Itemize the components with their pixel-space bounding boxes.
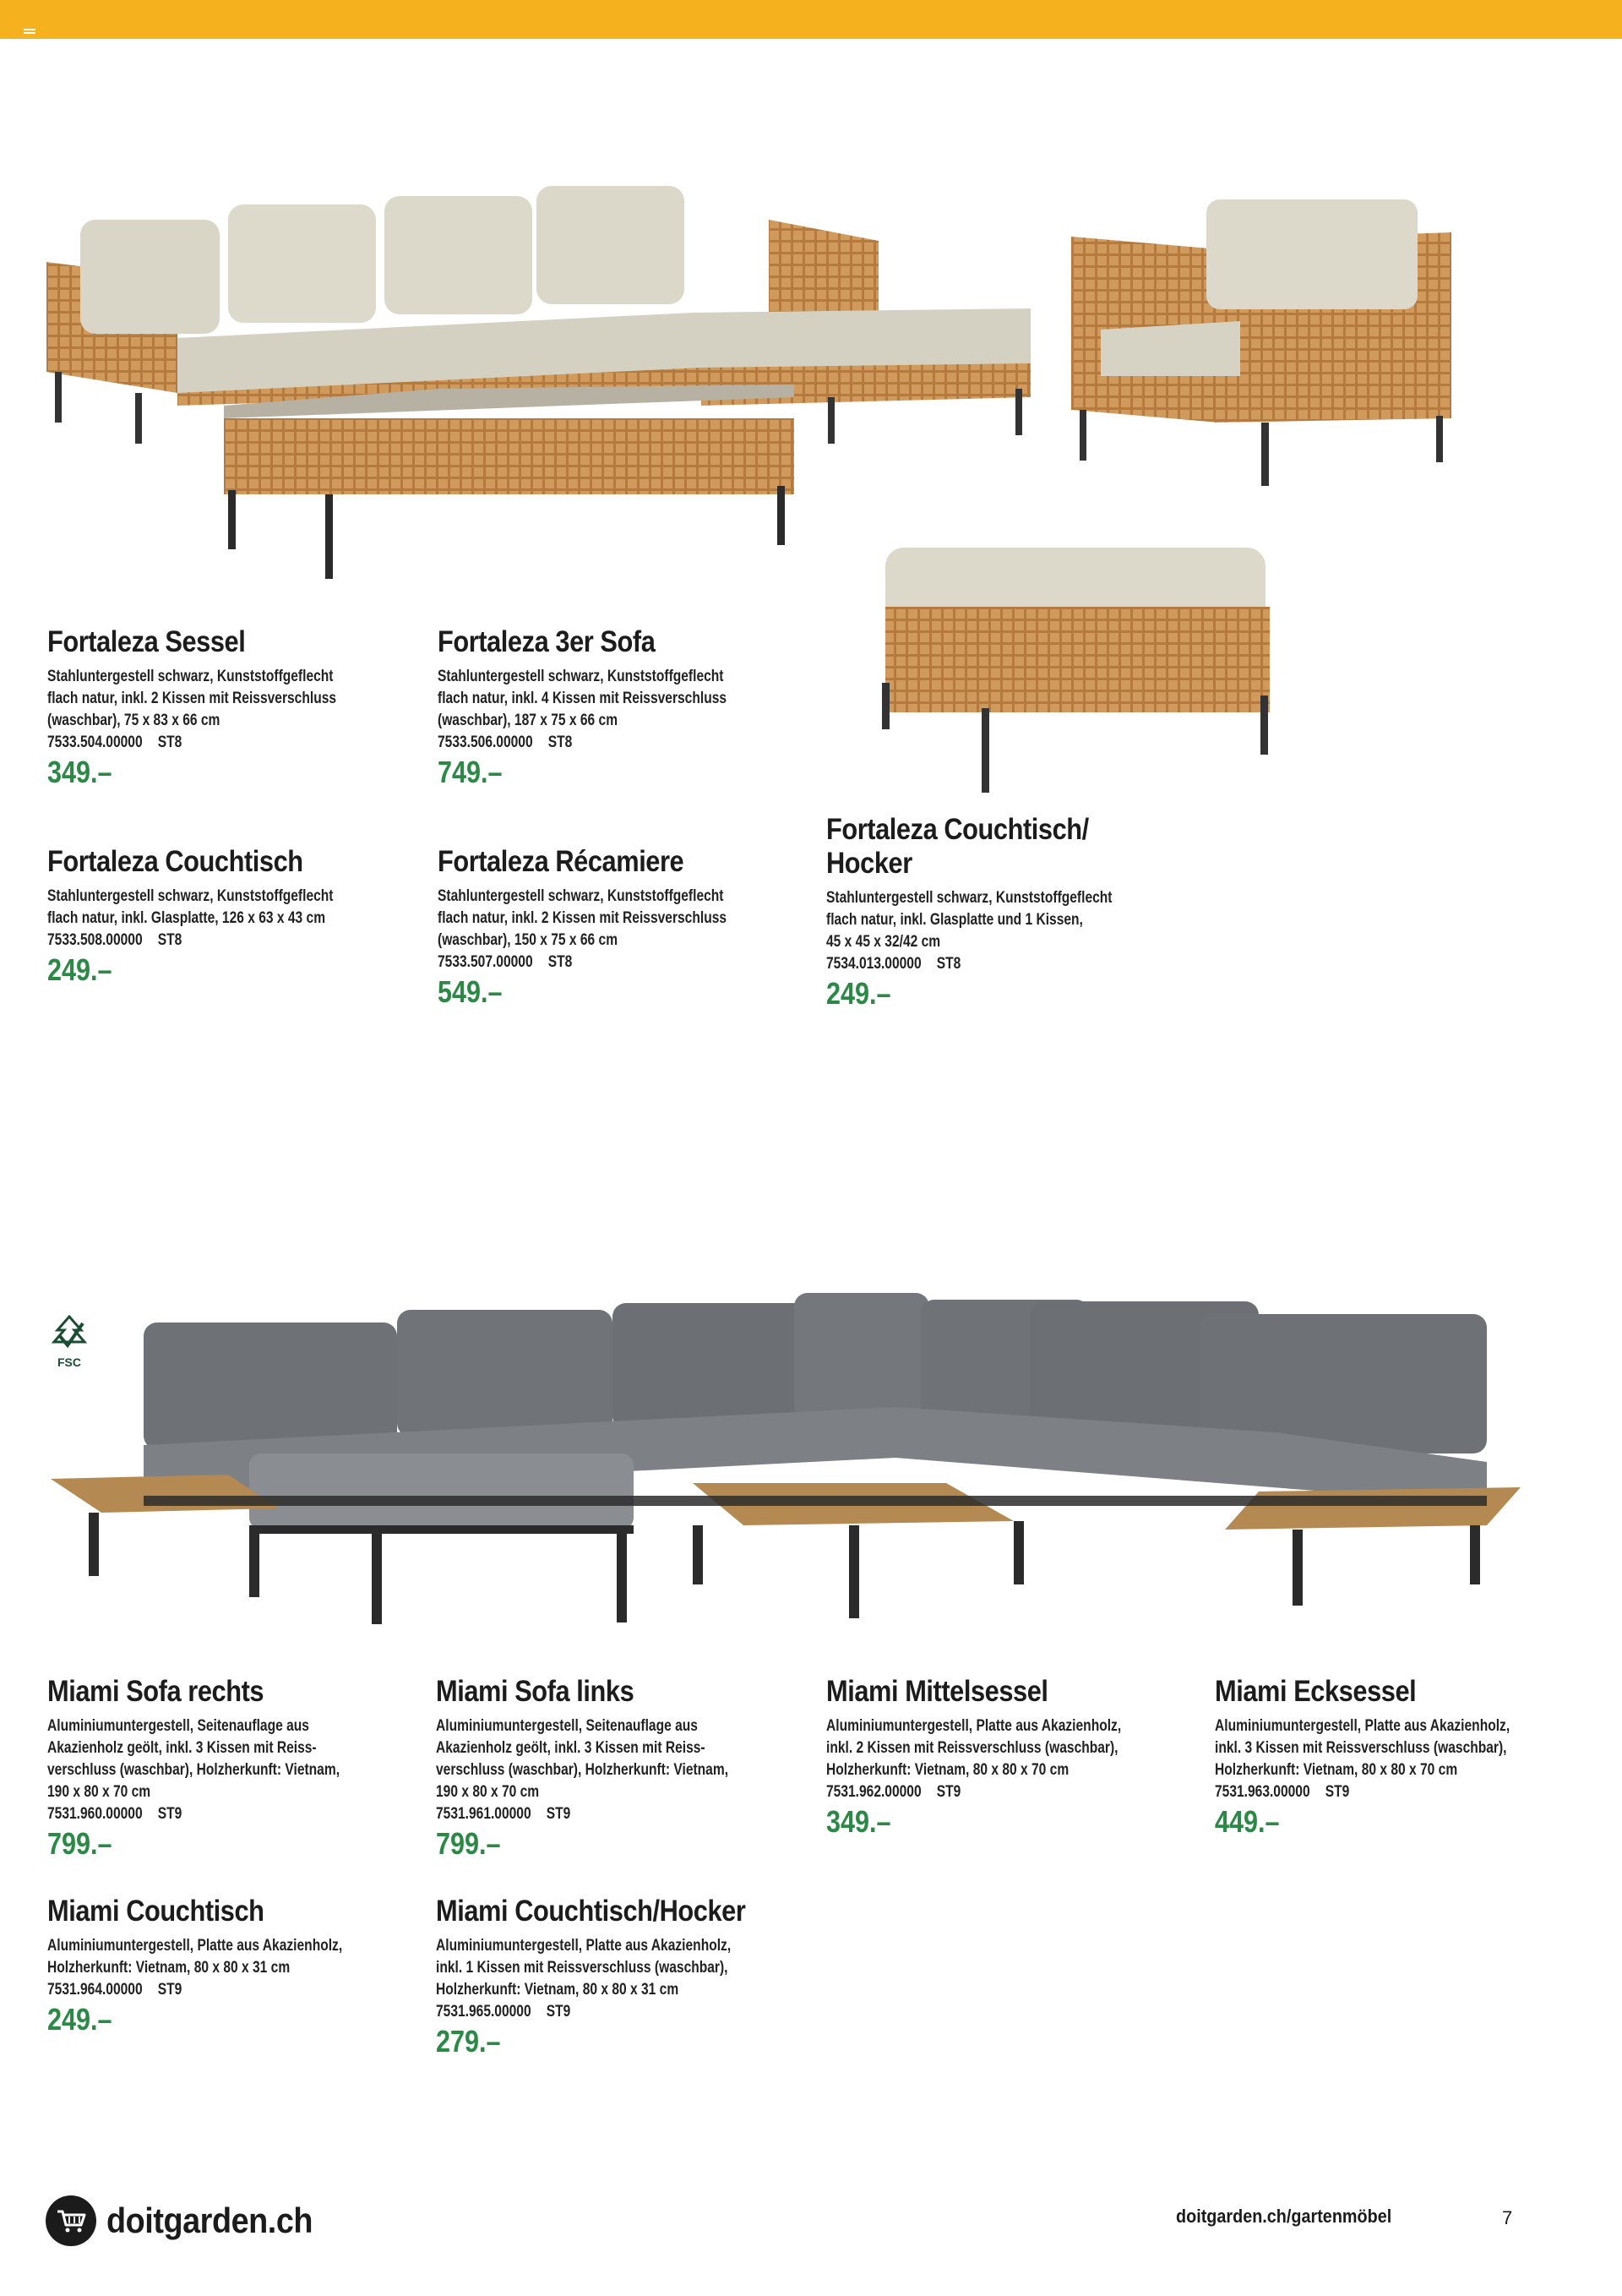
product-price: 799.– <box>436 1826 501 1861</box>
product-price: 799.– <box>47 1826 112 1861</box>
product-title: Miami Couchtisch <box>47 1895 264 1928</box>
product-title: Fortaleza Récamiere <box>438 845 684 878</box>
fsc-label: FSC <box>57 1355 81 1369</box>
product-price: 749.– <box>438 755 503 789</box>
fortaleza-armchair-photo <box>1071 194 1451 490</box>
product-description: Aluminiumuntergestell, Platte aus Akazienholz, inkl. 3 Kissen mit Reissverschluss (waschbar), Holzherkunft: Vietnam, 80 x 80 x 70 cm <box>1215 1717 1510 1779</box>
footer-brand-logo[interactable] <box>46 2194 335 2248</box>
product-fortaleza-couchtisch-hocker <box>826 813 1181 1012</box>
product-price: 249.– <box>47 952 112 987</box>
cart-icon <box>46 2195 96 2246</box>
product-title: Miami Sofa rechts <box>47 1675 264 1708</box>
product-code: 7533.507.00000 ST8 <box>438 953 573 971</box>
tree-check-icon <box>46 1315 93 1352</box>
product-price: 249.– <box>826 976 891 1011</box>
product-title: Miami Mittelsessel <box>826 1675 1048 1708</box>
product-code: 7531.960.00000 ST9 <box>47 1805 182 1823</box>
product-price: 549.– <box>438 974 503 1009</box>
product-description: Aluminiumuntergestell, Platte aus Akazienholz, inkl. 2 Kissen mit Reissverschluss (waschbar), Holzherkunft: Vietnam, 80 x 80 x 70 cm <box>826 1717 1122 1779</box>
product-title: Fortaleza Couchtisch/ Hocker <box>826 813 1089 880</box>
product-code: 7531.965.00000 ST9 <box>436 2003 571 2021</box>
product-miami-couchtisch-hocker <box>436 1895 791 2060</box>
product-title: Fortaleza 3er Sofa <box>438 625 656 658</box>
product-title: Miami Sofa links <box>436 1675 634 1708</box>
product-code: 7531.964.00000 ST9 <box>47 1981 182 1999</box>
brand-name: doitgarden.ch <box>106 2201 313 2240</box>
product-code: 7533.506.00000 ST8 <box>438 734 573 751</box>
product-description: Aluminiumuntergestell, Platte aus Akazienholz, Holzherkunft: Vietnam, 80 x 80 x 31 cm <box>47 1937 343 1977</box>
product-fortaleza-couchtisch <box>47 845 402 989</box>
product-code: 7533.504.00000 ST8 <box>47 734 182 751</box>
product-description: Aluminiumuntergestell, Seitenauflage aus Akazienholz geölt, inkl. 3 Kissen mit Reiss- verschluss (waschbar), Holzherkunft: Vietnam, 190 x 80 x 70 cm <box>47 1717 340 1801</box>
product-price: 349.– <box>826 1804 891 1839</box>
product-price: 449.– <box>1215 1804 1280 1839</box>
product-description: Stahluntergestell schwarz, Kunststoffgeflecht flach natur, inkl. 2 Kissen mit Reissverschluss (waschbar), 75 x 83 x 66 cm <box>47 668 337 729</box>
product-description: Stahluntergestell schwarz, Kunststoffgeflecht flach natur, inkl. 4 Kissen mit Reissverschluss (waschbar), 187 x 75 x 66 cm <box>438 668 727 729</box>
fortaleza-ottoman-photo <box>882 548 1279 801</box>
product-miami-couchtisch <box>47 1895 402 2038</box>
product-fortaleza-sessel <box>47 625 402 791</box>
product-code: 7534.013.00000 ST8 <box>826 955 961 973</box>
product-description: Aluminiumuntergestell, Platte aus Akazienholz, inkl. 1 Kissen mit Reissverschluss (waschbar), Holzherkunft: Vietnam, 80 x 80 x 31 cm <box>436 1937 732 1999</box>
product-description: Stahluntergestell schwarz, Kunststoffgeflecht flach natur, inkl. 2 Kissen mit Reissverschluss (waschbar), 150 x 75 x 66 cm <box>438 887 727 949</box>
product-miami-sofa-rechts <box>47 1675 402 1862</box>
product-miami-ecksessel <box>1215 1675 1570 1841</box>
product-title: Fortaleza Couchtisch <box>47 845 303 878</box>
product-title: Miami Couchtisch/Hocker <box>436 1895 746 1928</box>
product-code: 7531.961.00000 ST9 <box>436 1805 571 1823</box>
product-code: 7531.962.00000 ST9 <box>826 1783 961 1801</box>
top-bar <box>0 0 1622 39</box>
page-number: 7 <box>1502 2207 1513 2228</box>
product-price: 249.– <box>47 2002 112 2037</box>
menu-icon[interactable] <box>24 29 35 35</box>
product-description: Stahluntergestell schwarz, Kunststoffgeflecht flach natur, inkl. Glasplatte, 126 x 63 x 43 cm <box>47 887 334 927</box>
product-title: Fortaleza Sessel <box>47 625 246 658</box>
product-price: 349.– <box>47 755 112 789</box>
product-title: Miami Ecksessel <box>1215 1675 1417 1708</box>
product-fortaleza-recamiere <box>438 845 792 1011</box>
product-code: 7531.963.00000 ST9 <box>1215 1783 1350 1801</box>
fsc-logo <box>46 1315 93 1374</box>
gartenmoebel-link[interactable]: doitgarden.ch/gartenmöbel <box>1176 2206 1392 2227</box>
product-description: Aluminiumuntergestell, Seitenauflage aus Akazienholz geölt, inkl. 3 Kissen mit Reiss- verschluss (waschbar), Holzherkunft: Vietnam, 190 x 80 x 70 cm <box>436 1717 729 1801</box>
product-miami-sofa-links <box>436 1675 791 1862</box>
miami-lounge-photo <box>51 1284 1529 1665</box>
product-description: Stahluntergestell schwarz, Kunststoffgeflecht flach natur, inkl. Glasplatte und 1 Kissen, 45 x 45 x 32/42 cm <box>826 889 1113 951</box>
product-fortaleza-3er-sofa <box>438 625 792 791</box>
product-price: 279.– <box>436 2024 501 2059</box>
product-code: 7533.508.00000 ST8 <box>47 931 182 949</box>
product-miami-mittelsessel <box>826 1675 1181 1841</box>
